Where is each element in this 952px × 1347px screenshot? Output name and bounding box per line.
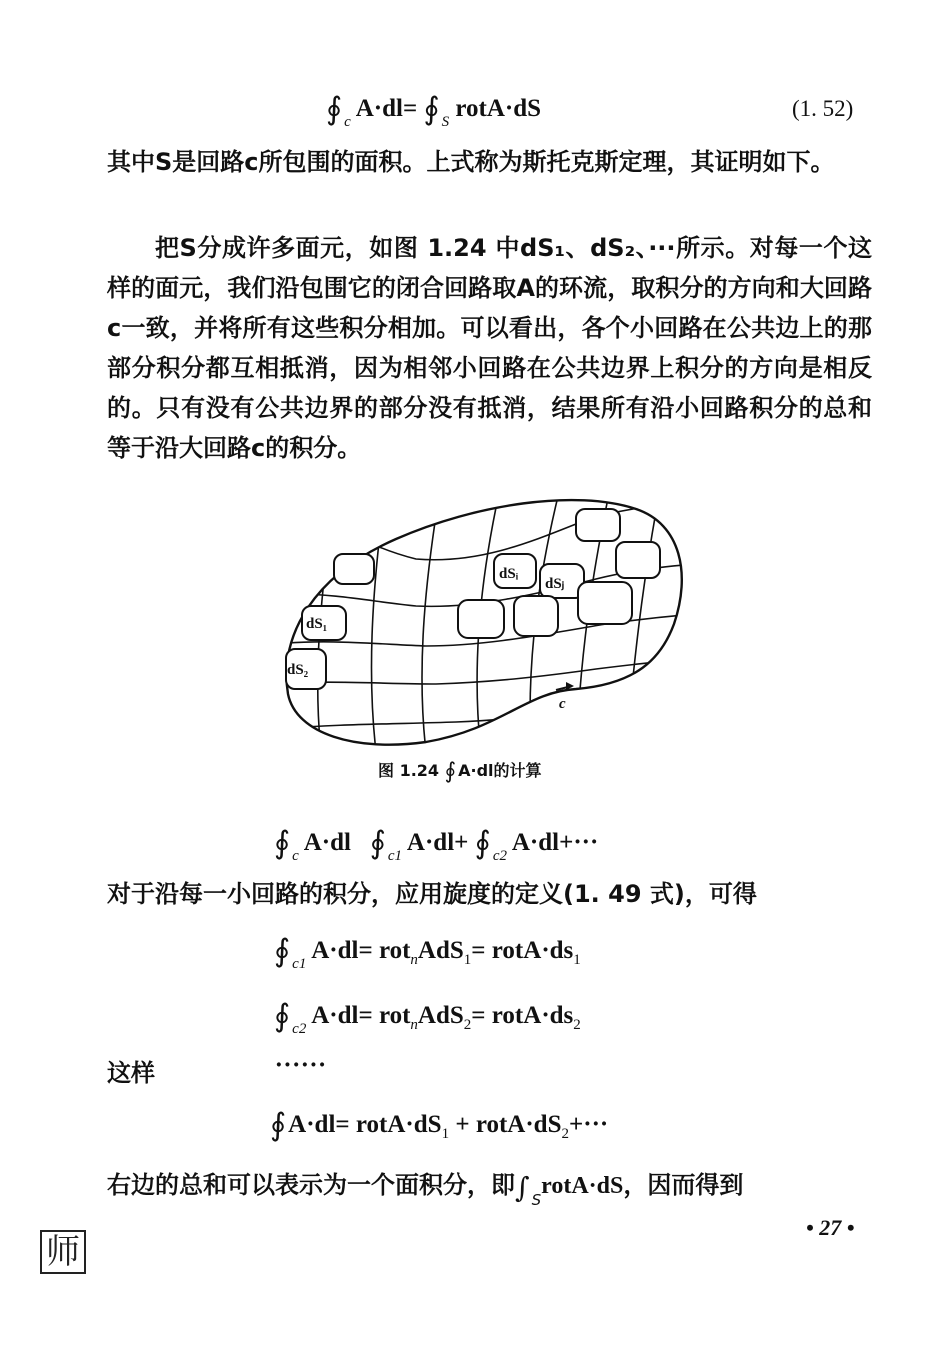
p4-text-a: 右边的总和可以表示为一个面积分，即 xyxy=(107,1171,515,1199)
eq-lhs: A·dl xyxy=(311,1002,359,1029)
stamp-glyph: 师 xyxy=(40,1230,86,1274)
caption-suffix: 的计算 xyxy=(493,761,542,780)
eq-sub: n xyxy=(410,952,418,968)
eq-rhs: rotA·dS xyxy=(455,95,542,122)
eq-sub: c1 xyxy=(387,848,403,864)
eq-rot: = rot xyxy=(358,937,411,964)
contour-integral-icon: ∮ xyxy=(423,91,440,127)
label-dS1: dS₁ xyxy=(306,616,328,632)
integral-icon: ∫ xyxy=(515,1171,530,1204)
patch xyxy=(334,554,374,584)
eq-term: A·dl+ xyxy=(406,829,469,856)
ellipsis: ······ xyxy=(275,1052,327,1078)
paragraph-2: 把S分成许多面元，如图 1.24 中dS₁、dS₂、···所示。对每一个这样的面元，我们沿包围它的闭合回路取A的环流，取积分的方向和大回路c一致，并将所有这些积分相加。可以看出，各个小回路在公共边上的那部分积分都互相抵消，因为相邻小回路在公共边界上积分的方向是相反的。只有没有公共边界的部分没有抵消，结果所有沿小回路积分的总和等于沿大回路c的积分。 xyxy=(107,234,872,462)
p4-text-b: ，因而得到 xyxy=(623,1171,744,1199)
eq-sub: c1 xyxy=(292,956,307,972)
paragraph-4 xyxy=(107,1164,872,1208)
eq-sub: 2 xyxy=(463,1017,472,1033)
equation-number: (1. 52) xyxy=(792,96,854,121)
eq-lhs: A·dl xyxy=(288,1111,336,1138)
contour-integral-icon: ∮ xyxy=(326,91,343,127)
eq-sub: c xyxy=(292,848,299,864)
patch xyxy=(576,509,620,541)
label-c: c xyxy=(559,696,566,712)
eq-sub: 1 xyxy=(573,952,581,968)
eq-rhs: = rotA·ds xyxy=(471,1002,574,1029)
label-dSj: dSⱼ xyxy=(545,576,565,592)
equation-total xyxy=(270,1104,609,1143)
label-thus: 这样 xyxy=(107,1059,155,1087)
eq-sub: 2 xyxy=(561,1126,569,1142)
figure-surface-grid xyxy=(276,484,696,756)
eq-term: +··· xyxy=(569,1111,609,1138)
equation-stokes xyxy=(326,88,542,130)
eq-sub: S xyxy=(441,114,450,130)
patch xyxy=(458,600,504,638)
surface-diagram xyxy=(276,484,696,752)
contour-integral-icon: ∮ xyxy=(444,759,457,784)
eq-mid: AdS xyxy=(417,1002,464,1029)
equation-sum xyxy=(274,822,599,864)
eq-sub: c2 xyxy=(292,1021,307,1037)
contour-integral-icon: ∮ xyxy=(274,933,291,969)
patch xyxy=(578,582,632,624)
eq-rhs: = rotA·ds xyxy=(471,937,574,964)
eq-term: A·dl+··· xyxy=(511,829,599,856)
caption-expr: A·dl xyxy=(458,761,494,780)
eq-sub: S xyxy=(531,1191,542,1209)
figure-caption xyxy=(378,757,542,782)
paragraph-1: 其中S是回路c所包围的面积。上式称为斯托克斯定理，其证明如下。 xyxy=(107,148,835,176)
eq-rot: = rot xyxy=(358,1002,411,1029)
p4-integral: rotA·dS xyxy=(541,1173,624,1199)
eq-sub: n xyxy=(410,1017,418,1033)
eq-mid: AdS xyxy=(417,937,464,964)
library-stamp xyxy=(40,1224,86,1273)
eq-sub: 1 xyxy=(463,952,472,968)
eq-term: A·dl xyxy=(303,829,351,856)
eq-term: + rotA·dS xyxy=(449,1111,562,1138)
eq-sub: 2 xyxy=(573,1017,581,1033)
eq-sub: c2 xyxy=(492,848,507,864)
patch xyxy=(514,596,558,636)
eq-term: = rotA·dS xyxy=(335,1111,442,1138)
contour-integral-icon: ∮ xyxy=(274,825,291,861)
contour-integral-icon: ∮ xyxy=(274,998,291,1034)
eq-lhs: A·dl xyxy=(311,937,359,964)
contour-integral-icon: ∮ xyxy=(474,825,491,861)
patch xyxy=(616,542,660,578)
contour-integral-icon: ∮ xyxy=(270,1107,287,1143)
paragraph-3: 对于沿每一小回路的积分，应用旋度的定义(1. 49 式)，可得 xyxy=(107,880,757,908)
eq-sub: c xyxy=(344,114,351,130)
page-number: • 27 • xyxy=(806,1215,855,1240)
label-dS2: dS₂ xyxy=(287,662,309,678)
caption-label: 图 1.24 xyxy=(378,761,440,780)
equation-c2 xyxy=(274,995,581,1037)
contour-integral-icon: ∮ xyxy=(369,825,386,861)
eq-sub: 1 xyxy=(441,1126,450,1142)
label-dSi: dSᵢ xyxy=(499,566,519,582)
eq-lhs: A·dl= xyxy=(355,95,418,122)
equation-c1 xyxy=(274,930,581,972)
